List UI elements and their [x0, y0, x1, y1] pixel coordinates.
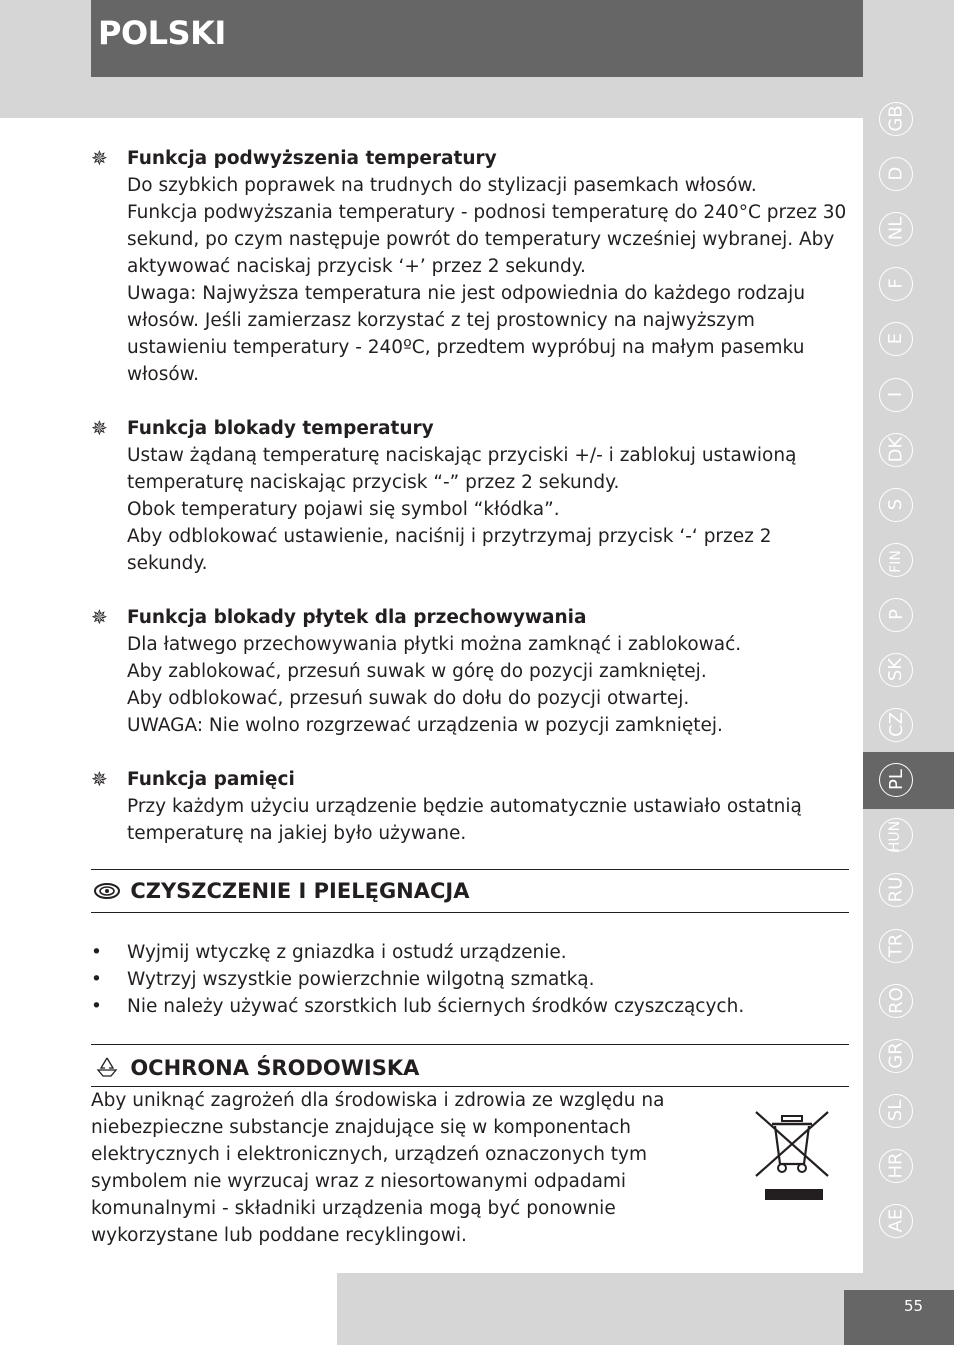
feature-item: [91, 604, 849, 739]
feature-line: Przy każdym użyciu urządzenie będzie automatycznie ustawiało ostatnią temperaturę na jakiej było używane.: [127, 796, 802, 844]
language-tab-label: S: [885, 498, 907, 510]
language-tab-cz[interactable]: [879, 708, 913, 742]
feature-title: Funkcja podwyższenia temperatury: [127, 148, 497, 169]
language-tab-label: SL: [885, 1099, 907, 1122]
feature-title: Funkcja pamięci: [127, 769, 295, 790]
cleaning-title: CZYSZCZENIE I PIELĘGNACJA: [130, 879, 470, 903]
feature-title: Funkcja blokady płytek dla przechowywania: [127, 607, 587, 628]
star-bullet-icon: ✵: [91, 767, 108, 791]
cleaning-section-heading: [91, 869, 849, 913]
feature-line: Funkcja podwyższania temperatury - podnosi temperaturę do 240°C przez 30 sekund, po czym następuje powrót do temperatury wcześniej wybranej. Aby aktywować naciskaj przycisk ‘+’ przez 2 sekundy.: [127, 202, 847, 277]
language-tab-e[interactable]: [879, 322, 913, 356]
language-tab-label: HR: [885, 1152, 907, 1179]
language-tab-label: I: [885, 391, 907, 397]
language-tab-i[interactable]: [879, 378, 913, 412]
environment-section-heading: [91, 1044, 849, 1087]
language-tab-dk[interactable]: [879, 433, 913, 467]
language-tab-gr[interactable]: [879, 1039, 913, 1073]
language-tab-label: FIN: [887, 549, 904, 573]
language-tab-label: AE: [885, 1208, 907, 1233]
weee-bin-icon: [752, 1108, 832, 1204]
feature-line: Aby odblokować ustawienie, naciśnij i przytrzymaj przycisk ‘-‘ przez 2 sekundy.: [127, 526, 772, 574]
feature-line: Uwaga: Najwyższa temperatura nie jest odpowiednia do każdego rodzaju włosów. Jeśli zamierzasz korzystać z tej prostownicy na najwyższym ustawieniu temperatury - 240ºC, przedtem wypróbuj na małym pasemku włosów.: [127, 283, 806, 385]
feature-line: Aby zablokować, przesuń suwak w górę do pozycji zamkniętej.: [127, 661, 707, 682]
feature-title: Funkcja blokady temperatury: [127, 418, 434, 439]
language-tab-p[interactable]: [879, 598, 913, 632]
language-tab-f[interactable]: [879, 267, 913, 301]
list-item: • Wytrzyj wszystkie powierzchnie wilgotną szmatką.: [91, 969, 595, 990]
cleaning-bullets: [91, 939, 849, 1020]
feature-item: [91, 145, 849, 388]
language-tab-label: CZ: [885, 712, 907, 738]
language-tab-label: PL: [885, 769, 907, 791]
language-tab-label: E: [885, 333, 907, 345]
feature-item: [91, 766, 849, 847]
language-tab-sl[interactable]: [879, 1094, 913, 1128]
features-list: [91, 145, 849, 874]
header-bar: [91, 0, 863, 77]
feature-line: Do szybkich poprawek na trudnych do stylizacji pasemkach włosów.: [127, 175, 757, 196]
language-tab-label: GR: [885, 1041, 907, 1069]
language-tab-hun[interactable]: [879, 818, 913, 852]
environment-title: OCHRONA ŚRODOWISKA: [130, 1056, 420, 1080]
eye-icon: [91, 870, 123, 912]
language-tab-label: RU: [885, 877, 907, 903]
language-tab-label: P: [885, 608, 907, 620]
language-tab-s[interactable]: [879, 488, 913, 522]
star-bullet-icon: ✵: [91, 416, 108, 440]
feature-line: Obok temperatury pojawi się symbol “kłódka”.: [127, 499, 560, 520]
language-tab-label: TR: [885, 933, 907, 957]
feature-line: Dla łatwego przechowywania płytki można zamknąć i zablokować.: [127, 634, 742, 655]
page-title: POLSKI: [98, 14, 226, 52]
page-number-box: [844, 1290, 954, 1345]
language-tab-label: GB: [885, 105, 907, 132]
footer-strip: [0, 1273, 337, 1345]
feature-line: Aby odblokować, przesuń suwak do dołu do pozycji otwartej.: [127, 688, 690, 709]
language-tab-label: F: [885, 278, 907, 289]
language-tab-label: HUN: [887, 821, 904, 853]
language-tab-label: SK: [885, 657, 907, 682]
language-tab-ro[interactable]: [879, 984, 913, 1018]
language-tab-ae[interactable]: [879, 1204, 913, 1238]
language-tab-label: NL: [885, 216, 907, 241]
language-tab-tr[interactable]: [879, 929, 913, 963]
feature-line: Ustaw żądaną temperaturę naciskając przyciski +/- i zablokuj ustawioną temperaturę naciskając przycisk “-” przez 2 sekundy.: [127, 445, 797, 493]
language-tab-fin[interactable]: [879, 543, 913, 577]
list-item: • Nie należy używać szorstkich lub ściernych środków czyszczących.: [91, 996, 745, 1017]
environment-text: Aby uniknąć zagrożeń dla środowiska i zdrowia ze względu na niebezpieczne substancje znajdujące się w komponentach elektrycznych i elektronicznych, urządzeń oznaczonych tym symbolem nie wyrzucaj wraz z niesortowanymi odpadami komunalnymi - składniki urządzenia mogą być ponownie wykorzystane lub poddane recyklingowi.: [91, 1090, 665, 1246]
star-bullet-icon: ✵: [91, 605, 108, 629]
language-tab-nl[interactable]: [879, 212, 913, 246]
recycle-icon: [91, 1045, 123, 1091]
language-tab-gb[interactable]: [879, 102, 913, 136]
language-tab-label: DK: [885, 436, 907, 462]
language-tab-ru[interactable]: [879, 873, 913, 907]
feature-item: [91, 415, 849, 577]
language-tab-sk[interactable]: [879, 653, 913, 687]
star-bullet-icon: ✵: [91, 146, 108, 170]
language-tab-d[interactable]: [879, 157, 913, 191]
language-tab-label: RO: [885, 986, 907, 1014]
language-tab-label: D: [885, 166, 907, 181]
feature-line: UWAGA: Nie wolno rozgrzewać urządzenia w pozycji zamkniętej.: [127, 715, 723, 736]
language-tab-hr[interactable]: [879, 1149, 913, 1183]
language-tab-pl[interactable]: [879, 763, 913, 797]
list-item: • Wyjmij wtyczkę z gniazdka i ostudź urządzenie.: [91, 942, 567, 963]
page-number: 55: [904, 1297, 924, 1315]
